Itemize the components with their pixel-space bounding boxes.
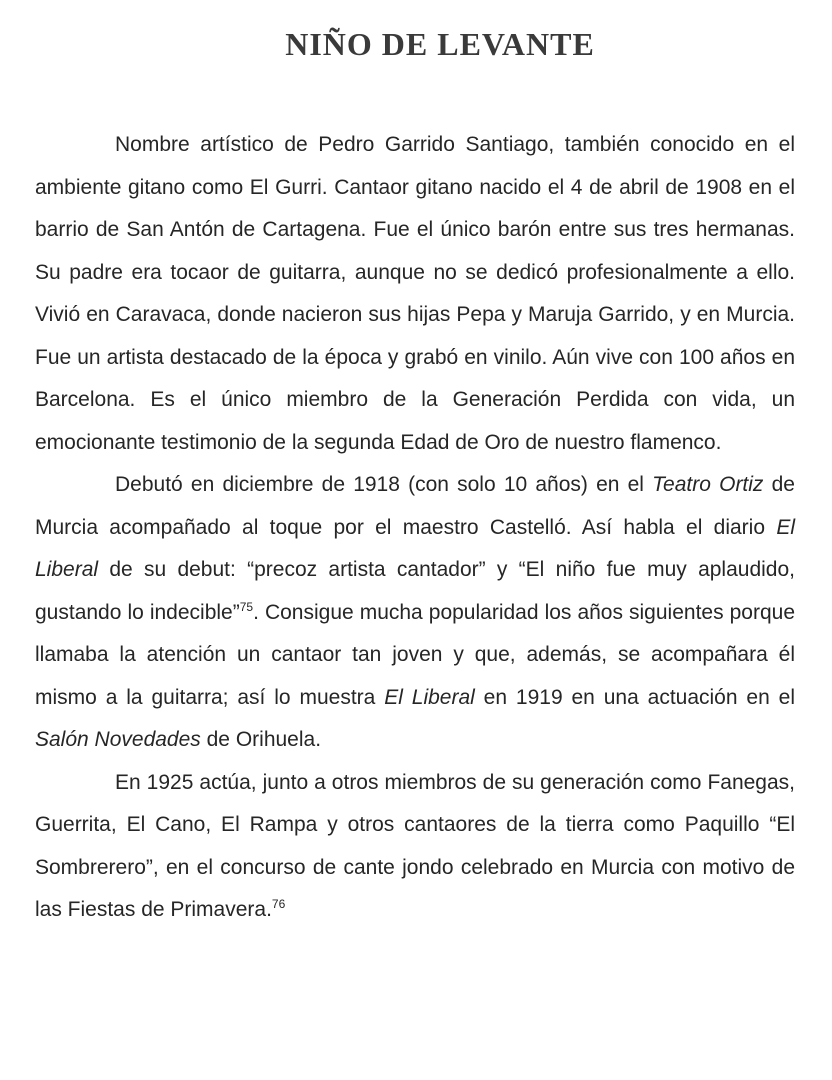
paragraph-2-text-5: en 1919 en una actuación en el — [474, 685, 795, 709]
footnote-ref-75: 75 — [239, 599, 254, 614]
italic-el-liberal-1: El Liberal — [35, 515, 795, 581]
paragraph-2-text-3: de su debut: “precoz artista cantador” y “El niño fue muy aplaudido, gustando lo indecible” — [35, 558, 795, 624]
paragraph-2-text-1: Debutó en diciembre de 1918 (con solo 10 años) en el — [115, 473, 653, 496]
paragraph-2-text-2: de Murcia acompañado al toque por el maestro Castelló. Así habla el diario — [35, 473, 795, 539]
paragraph-1-text: Nombre artístico de Pedro Garrido Santiago, también conocido en el ambiente gitano como El Gurri. Cantaor gitano nacido el 4 de abril de 1908 en el barrio de San Antón de Cartagena. Fue el único barón entre sus tres hermanas. Su padre era tocaor de guitarra, aunque no se dedicó profesionalmente a ello. Vivió en Caravaca, donde nacieron sus hijas Pepa y Maruja Garrido, y en Murcia. Fue un artista destacado de la época y grabó en vinilo. Aún vive con 100 años en Barcelona. Es el único miembro de la Generación Perdida con vida, un emocionante testimonio de la segunda Edad de Oro de nuestro flamenco. — [35, 133, 795, 454]
paragraph-3 — [35, 762, 795, 932]
paragraph-2 — [35, 464, 795, 762]
paragraph-1 — [35, 124, 795, 464]
page-title: NIÑO DE LEVANTE — [285, 26, 595, 62]
paragraph-3-text: En 1925 actúa, junto a otros miembros de su generación como Fanegas, Guerrita, El Cano, El Rampa y otros cantaores de la tierra como Paquillo “El Sombrerero”, en el concurso de cante jondo celebrado en Murcia con motivo de las Fiestas de Primavera. — [35, 770, 795, 921]
paragraph-2-text-6: de Orihuela. — [200, 728, 322, 751]
body-text — [35, 124, 795, 932]
footnote-ref-76: 76 — [271, 897, 286, 911]
paragraph-2-text-4: . Consigue mucha popularidad los años siguientes porque llamaba la atención un cantaor tan joven y que, además, se acompañara él mismo a la guitarra; así lo muestra — [35, 600, 796, 709]
italic-salon-novedades: Salón Novedades — [35, 728, 201, 751]
italic-teatro-ortiz: Teatro Ortiz — [652, 473, 764, 496]
italic-el-liberal-2: El Liberal — [384, 685, 475, 709]
